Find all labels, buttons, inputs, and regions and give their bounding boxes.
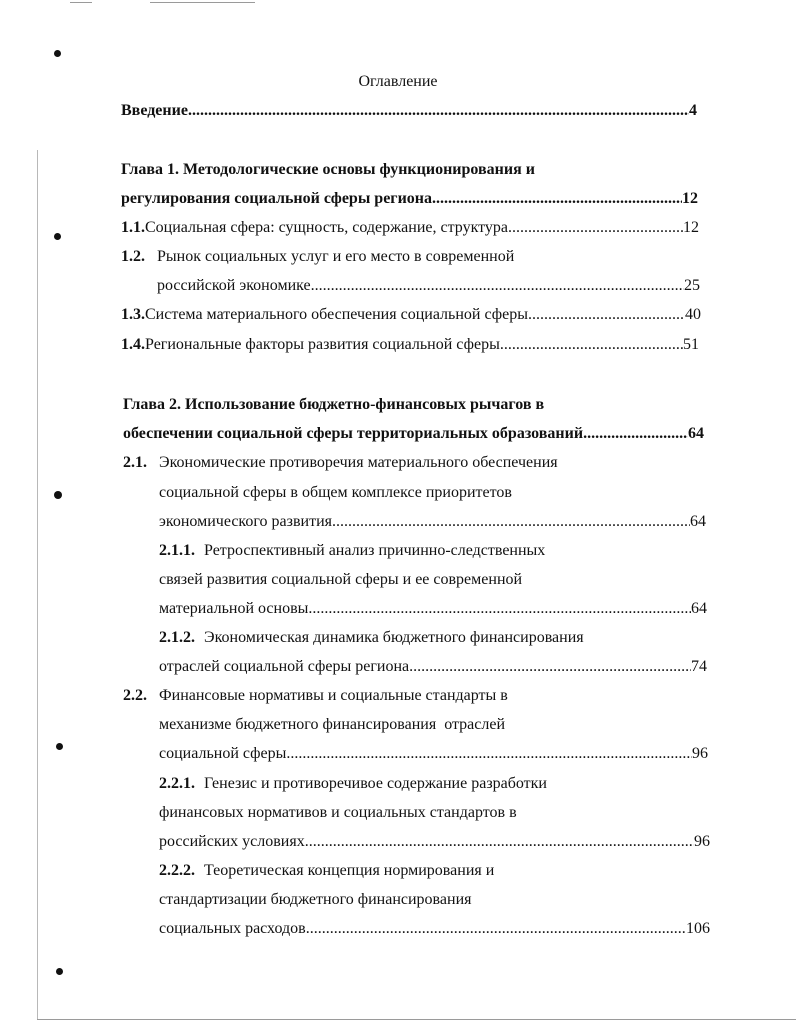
toc-subsection-2-2-2-line-2 [159, 890, 471, 910]
toc-page-number: 64 [691, 600, 707, 617]
toc-page-number: 12 [683, 219, 699, 236]
toc-entry-text: Глава 1. Методологические основы функционирования и [121, 161, 535, 178]
toc-chapter-1-line-1 [121, 160, 535, 180]
toc-leader-dots [305, 832, 694, 852]
toc-section-2-1-line-3 [159, 512, 706, 532]
toc-entry-text: финансовых нормативов и социальных стандартов в [159, 804, 517, 821]
toc-entry-text: социальной сферы в общем комплексе приоритетов [159, 484, 512, 501]
toc-leader-dots [500, 335, 683, 355]
punch-hole-icon [54, 50, 61, 57]
toc-section-number: 2.1. [123, 454, 147, 471]
toc-entry-text: экономического развития [159, 513, 332, 530]
toc-entry-text: отраслей социальной сферы региона [159, 658, 410, 675]
toc-page-number: 64 [690, 513, 706, 530]
toc-chapter-2-line-2 [123, 424, 704, 444]
toc-entry-text: Генезис и противоречивое содержание разработки [204, 775, 547, 792]
toc-entry-text: Экономическая динамика бюджетного финансирования [204, 629, 584, 646]
toc-section-number: 1.3. [121, 306, 145, 323]
toc-section-number: 2.2.1. [159, 775, 195, 792]
toc-page-number: 96 [692, 745, 708, 762]
toc-entry-introduction [121, 101, 697, 121]
toc-page-number: 51 [683, 336, 699, 353]
toc-leader-dots [188, 101, 689, 121]
toc-section-2-1-line-1 [123, 453, 558, 473]
toc-subsection-2-1-2-line-2 [159, 657, 707, 677]
toc-leader-dots [528, 305, 685, 325]
scan-bottom-border [37, 1019, 796, 1020]
toc-entry-text: социальной сферы [159, 745, 287, 762]
toc-leader-dots [409, 657, 691, 677]
scan-top-mark [150, 2, 255, 3]
toc-entry-text: материальной основы [159, 600, 309, 617]
toc-entry-text: российской экономике [157, 277, 311, 294]
toc-entry-text: Социальная сфера: сущность, содержание, структура [145, 219, 509, 236]
toc-page-number: 4 [689, 102, 697, 119]
toc-subsection-2-2-1-line-2 [159, 803, 517, 823]
toc-section-number: 1.1. [121, 219, 145, 236]
toc-section-1-4 [121, 335, 699, 355]
toc-entry-text: связей развития социальной сферы и ее современной [159, 571, 523, 588]
toc-entry-text: стандартизации бюджетного финансирования [159, 891, 472, 908]
toc-section-number: 2.1.2. [159, 629, 195, 646]
toc-page-number: 64 [688, 425, 704, 442]
toc-entry-text: Финансовые нормативы и социальные стандарты в [159, 687, 508, 704]
toc-entry-text: Система материального обеспечения социальной сферы [145, 306, 528, 323]
punch-hole-icon [56, 743, 63, 750]
toc-subsection-2-2-2-line-3 [159, 919, 710, 939]
punch-hole-icon [54, 233, 61, 240]
scan-left-border [37, 150, 38, 1020]
toc-entry-text: российских условиях [159, 833, 305, 850]
toc-chapter-2-line-1 [123, 395, 544, 415]
toc-section-number: 1.4. [121, 336, 145, 353]
toc-leader-dots [583, 424, 688, 444]
toc-subsection-2-2-1-line-3 [159, 832, 710, 852]
toc-leader-dots [432, 189, 682, 209]
toc-subsection-2-1-2-line-1 [159, 628, 584, 648]
toc-subsection-2-1-1-line-1 [159, 541, 545, 561]
toc-page-number: 74 [691, 658, 707, 675]
toc-leader-dots [308, 599, 691, 619]
toc-section-1-2-line-1 [121, 247, 514, 267]
toc-subsection-2-2-1-line-1 [159, 774, 547, 794]
toc-section-number: 1.2. [121, 248, 145, 265]
toc-section-2-1-line-2 [159, 483, 512, 503]
punch-hole-icon [54, 491, 62, 499]
toc-subsection-2-1-1-line-3 [159, 599, 707, 619]
toc-leader-dots [508, 218, 683, 238]
toc-page-number: 12 [682, 190, 698, 207]
toc-leader-dots [311, 276, 684, 296]
toc-section-number: 2.2. [123, 687, 147, 704]
toc-entry-text: регулирования социальной сферы региона [121, 190, 433, 207]
toc-entry-text: социальных расходов [159, 920, 306, 937]
scan-top-mark [70, 2, 92, 3]
toc-leader-dots [286, 744, 692, 764]
toc-page-number: 106 [686, 920, 710, 937]
toc-entry-text: Введение [121, 102, 188, 119]
toc-entry-text: Рынок социальных услуг и его место в современной [157, 248, 515, 265]
toc-entry-text: механизме бюджетного финансирования отраслей [159, 716, 506, 733]
toc-entry-text: Региональные факторы развития социальной сферы [145, 336, 500, 353]
toc-entry-text: Глава 2. Использование бюджетно-финансовых рычагов в [123, 396, 545, 413]
toc-section-number: 2.1.1. [159, 542, 195, 559]
toc-subsection-2-2-2-line-1 [159, 861, 494, 881]
toc-page-number: 40 [685, 306, 701, 323]
toc-leader-dots [306, 919, 686, 939]
toc-subsection-2-1-1-line-2 [159, 570, 522, 590]
toc-entry-text: обеспечении социальной сферы территориальных образований [123, 425, 584, 442]
toc-section-2-2-line-2 [159, 715, 505, 735]
toc-entry-text: Экономические противоречия материального обеспечения [159, 454, 558, 471]
toc-section-2-2-line-1 [123, 686, 508, 706]
toc-chapter-1-line-2 [121, 189, 698, 209]
toc-page-number: 96 [694, 833, 710, 850]
toc-entry-text: Ретроспективный анализ причинно-следственных [204, 542, 546, 559]
toc-page-number: 25 [684, 277, 700, 294]
toc-section-2-2-line-3 [159, 744, 708, 764]
toc-entry-text: Теоретическая концепция нормирования и [204, 862, 495, 879]
punch-hole-icon [56, 968, 63, 975]
toc-section-1-1 [121, 218, 699, 238]
toc-leader-dots [332, 512, 690, 532]
toc-section-number: 2.2.2. [159, 862, 195, 879]
document-title: Оглавление [358, 73, 438, 90]
toc-section-1-3 [121, 305, 701, 325]
toc-section-1-2-line-2 [157, 276, 700, 296]
